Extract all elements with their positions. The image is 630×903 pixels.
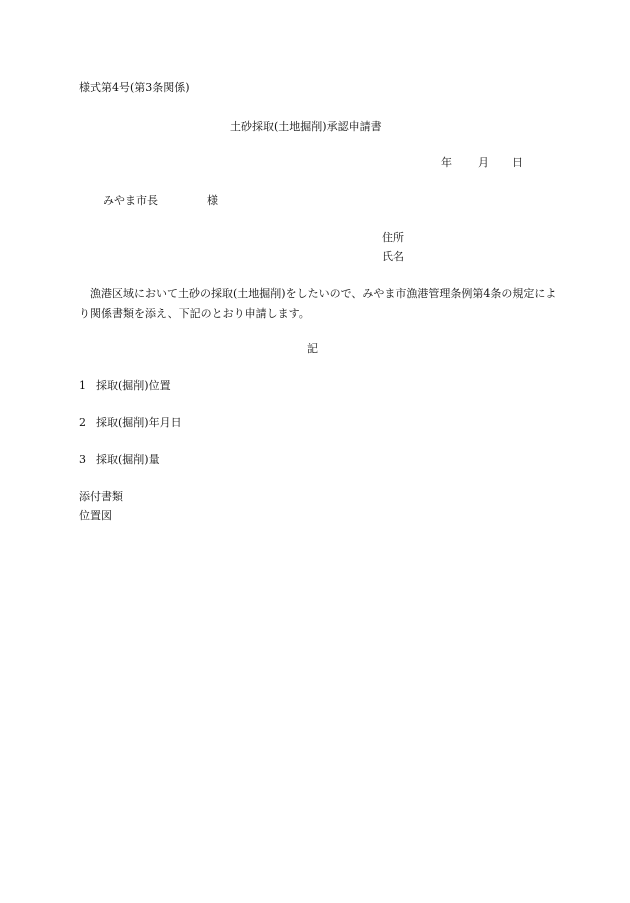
attachment-item: 位置図 xyxy=(79,509,112,522)
form-label: 様式第4号(第3条関係) xyxy=(79,81,190,94)
item-number: 1 xyxy=(79,379,86,392)
item-number: 3 xyxy=(79,453,86,466)
date-month: 月 xyxy=(478,156,489,169)
item-number: 2 xyxy=(79,416,86,429)
document-title: 土砂採取(土地掘削)承認申請書 xyxy=(230,120,382,133)
applicant-address-label: 住所 xyxy=(382,231,404,244)
date-year: 年 xyxy=(441,156,452,169)
addressee-name: みやま市長 xyxy=(103,194,158,207)
item-label: 採取(掘削)量 xyxy=(96,453,160,466)
attachments-heading: 添付書類 xyxy=(79,490,123,503)
date-day: 日 xyxy=(512,156,523,169)
item-label: 採取(掘削)年月日 xyxy=(96,416,182,429)
applicant-name-label: 氏名 xyxy=(382,250,404,263)
application-body: 漁港区域において土砂の採取(土地掘削)をしたいので、みやま市漁港管理条例第4条の規定により関係書類を添え、下記のとおり申請します。 xyxy=(79,287,557,320)
item-label: 採取(掘削)位置 xyxy=(96,379,171,392)
addressee-honorific: 様 xyxy=(207,194,218,207)
ki-heading: 記 xyxy=(307,342,318,355)
